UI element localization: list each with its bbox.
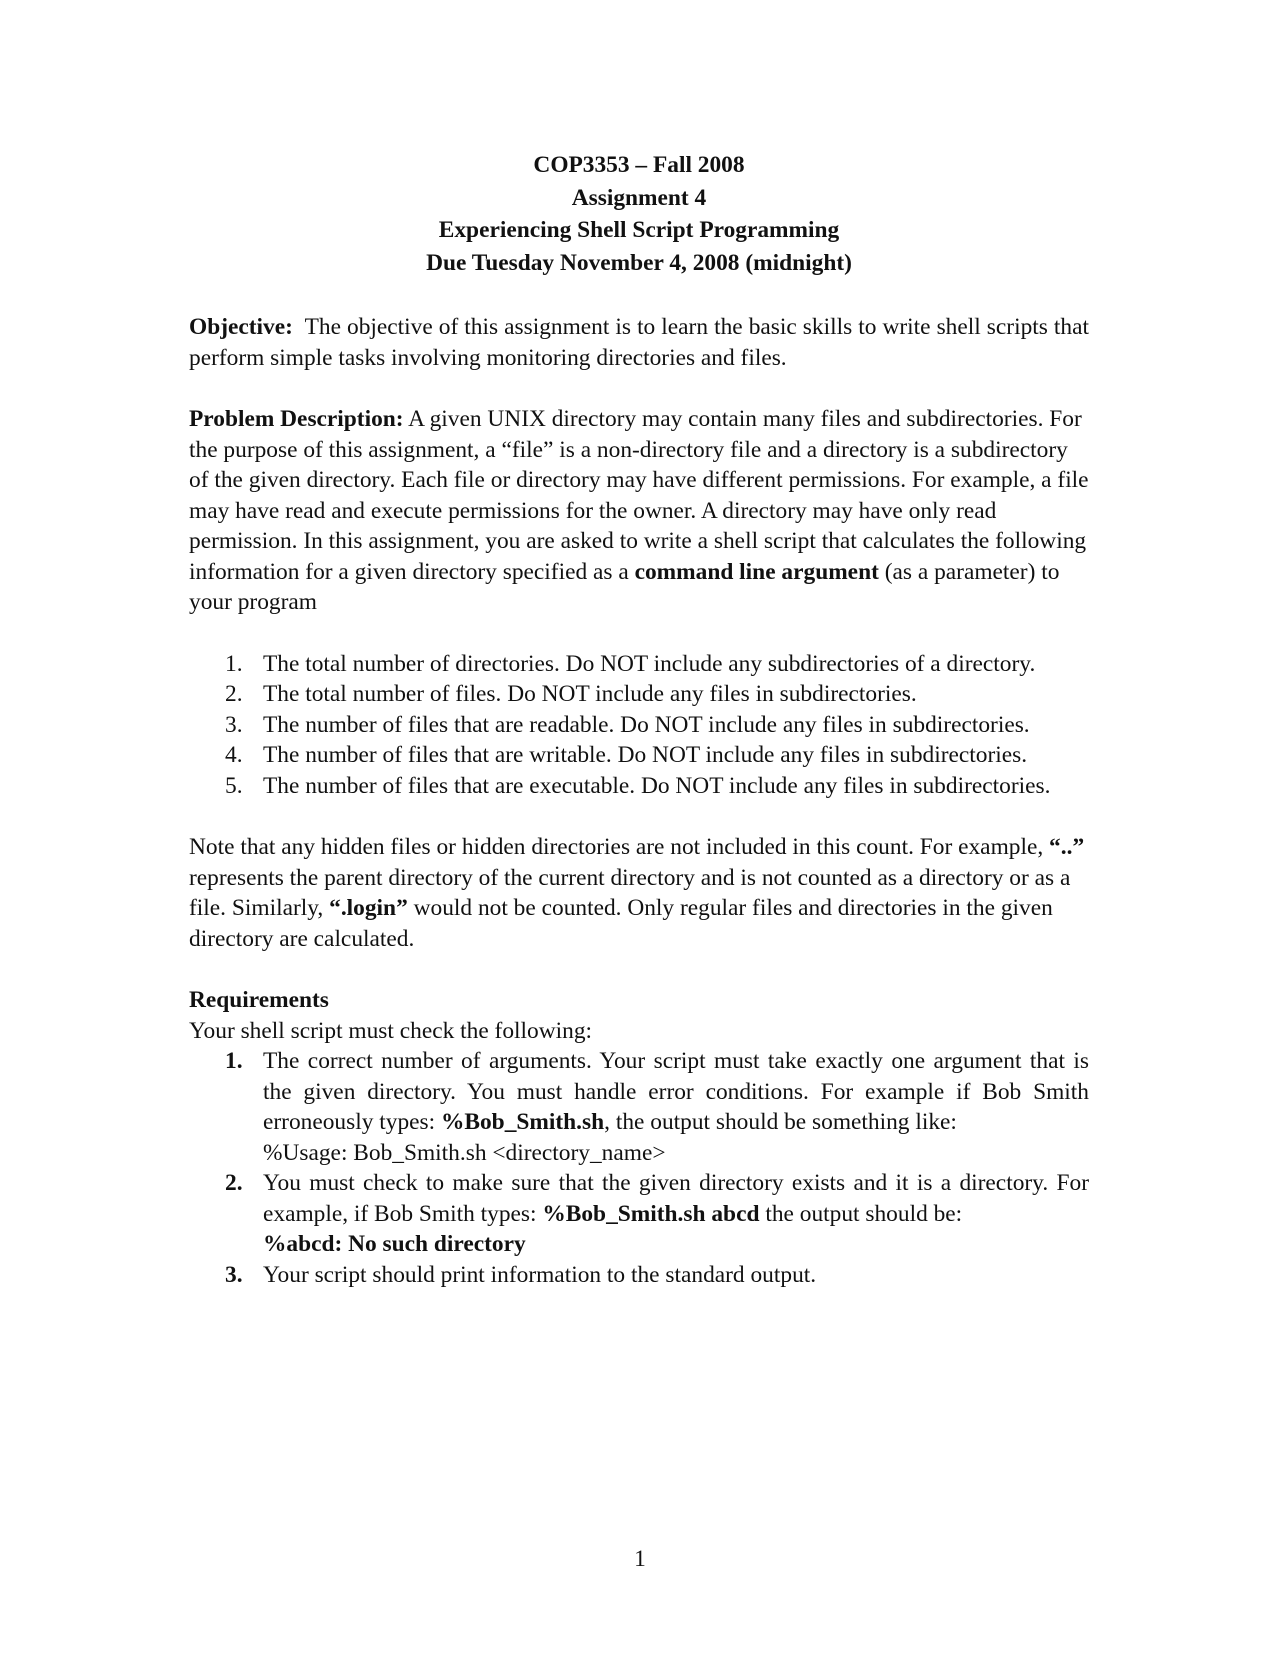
list-item-number: 1. (225, 1048, 243, 1074)
list-item-text: Your script should print information to the standard output. (263, 1261, 817, 1288)
list-item-text: The total number of files. Do NOT include any files in subdirectories. (263, 681, 917, 707)
usage-example: %Usage: Bob_Smith.sh <directory_name> (263, 1139, 666, 1166)
list-item (189, 1046, 1089, 1168)
course-title: COP3353 – Fall 2008 (533, 152, 745, 178)
assignment-title: Assignment 4 (571, 184, 707, 211)
list-item-text: the output should be: (765, 1200, 963, 1227)
list-item-text: The number of files that are executable. Do NOT include any files in subdirectories. (263, 772, 1051, 799)
list-item-text: The correct number of arguments. Your script must take exactly one argument that is the given directory. You must handle error conditions. For example if Bob Smith erroneously types: (263, 1048, 1089, 1135)
objective-label: Objective: (189, 314, 293, 340)
list-item (189, 771, 1089, 802)
note-text: Note that any hidden files or hidden directories are not included in this count. For example, (189, 834, 1044, 860)
list-item-number: 3. (225, 1261, 243, 1288)
list-item (189, 1260, 1089, 1291)
list-item-text: The number of files that are readable. Do NOT include any files in subdirectories. (263, 711, 1030, 738)
counts-list (189, 649, 1089, 802)
problem-paragraph (189, 404, 1089, 618)
page-number: 1 (634, 1546, 646, 1572)
command-example: %Bob_Smith.sh abcd (542, 1200, 760, 1227)
list-item (189, 679, 1089, 710)
problem-bold-phrase: command line argument (634, 558, 879, 585)
subject-title: Experiencing Shell Script Programming (438, 217, 840, 243)
list-item (189, 649, 1089, 680)
objective-text: The objective of this assignment is to learn the basic skills to write shell scripts that perform simple tasks involving monitoring directories and files. (189, 314, 1089, 371)
due-date: Due Tuesday November 4, 2008 (midnight) (426, 249, 852, 276)
note-text: would not be counted. Only regular files and directories in the given directory are calculated. (189, 895, 1053, 952)
list-item (189, 710, 1089, 741)
problem-label: Problem Description: (189, 406, 404, 432)
list-item-text: The number of files that are writable. Do NOT include any files in subdirectories. (263, 742, 1028, 768)
list-item-text: The total number of directories. Do NOT include any subdirectories of a directory. (263, 650, 1036, 677)
list-item-number: 1. (225, 650, 243, 677)
title-block (189, 149, 1089, 279)
objective-paragraph (189, 312, 1089, 373)
login-token: “.login” (329, 895, 408, 921)
list-item-number: 2. (225, 1170, 243, 1196)
document-content (189, 149, 1089, 1290)
list-item-text: , the output should be something like: (604, 1109, 957, 1135)
list-item (189, 740, 1089, 771)
problem-text: A given UNIX directory may contain many files and subdirectories. For the purpose of this assignment, a “file” is a non-directory file and a directory is a subdirectory of the given directory. Each file or directory may have different permissions. For example, a file may have read and execute permissions for the owner. A directory may have only read permission. In this assignment, you are asked to write a shell script that calculates the following information for a given directory specified as a (189, 406, 1089, 585)
requirements-intro: Your shell script must check the following: (189, 1017, 593, 1044)
parent-dir-token: “..” (1049, 834, 1085, 860)
list-item-number: 5. (225, 772, 243, 799)
note-text: represents the parent directory of the current directory and is not counted as a directory or as a file. Similarly, (189, 864, 1071, 921)
problem-text-end: (as a parameter) to your program (189, 558, 1060, 615)
command-example: %Bob_Smith.sh (441, 1109, 605, 1135)
list-item-text: You must check to make sure that the given directory exists and it is a directory. For example, if Bob Smith types: (263, 1170, 1089, 1227)
note-paragraph (189, 832, 1089, 954)
list-item (189, 1168, 1089, 1260)
list-item-number: 3. (225, 711, 243, 738)
requirements-heading: Requirements (189, 987, 329, 1013)
requirements-list (189, 1046, 1089, 1290)
list-item-number: 4. (225, 742, 243, 768)
error-example: %abcd: No such directory (263, 1231, 526, 1257)
list-item-number: 2. (225, 681, 243, 707)
